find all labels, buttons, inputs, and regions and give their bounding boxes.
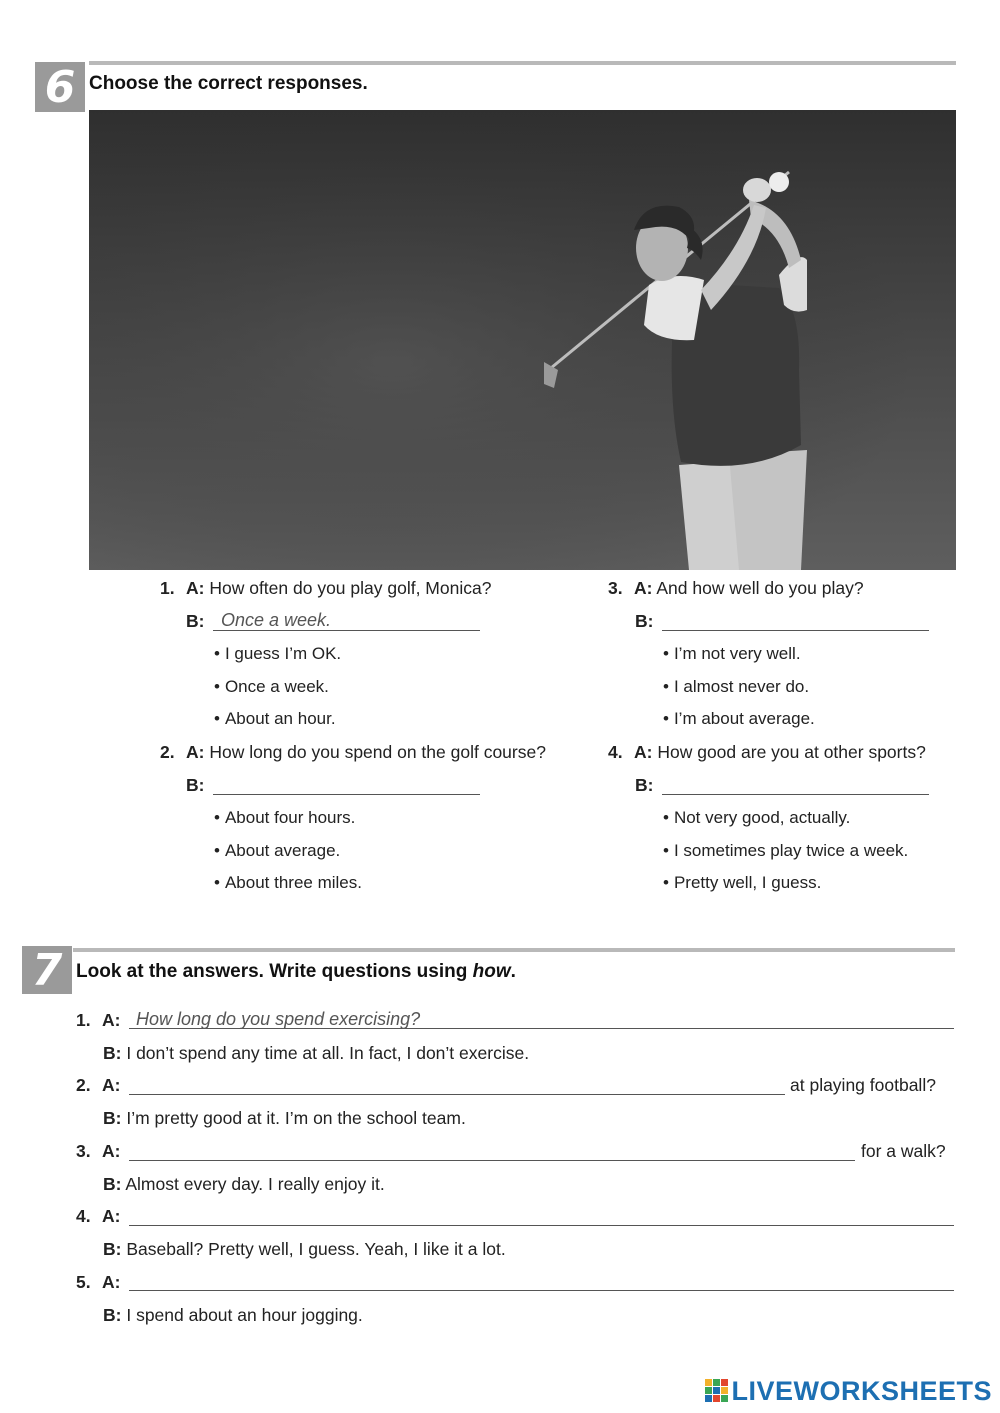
b-label: B: <box>635 775 654 795</box>
section7-item2-tail: at playing football? <box>790 1075 936 1095</box>
option-text: I’m not very well. <box>673 644 801 663</box>
q-text: How often do you play golf, Monica? <box>209 578 492 598</box>
q-text: How good are you at other sports? <box>657 742 926 762</box>
section6-q1-option-1[interactable]: • I guess I’m OK. <box>214 644 342 663</box>
section6-q1-option-2[interactable]: • Once a week. <box>214 677 329 696</box>
section6-q4-option-1[interactable]: • Not very good, actually. <box>663 808 851 827</box>
section6-q2-answer-field[interactable] <box>213 794 480 795</box>
b-text: Baseball? Pretty well, I guess. Yeah, I like it a lot. <box>126 1239 506 1259</box>
section6-q1 <box>160 578 491 599</box>
section6-q2 <box>160 742 546 763</box>
item-number: 5. <box>76 1272 91 1292</box>
q-number: 3. <box>608 578 623 598</box>
option-text: About four hours. <box>224 808 356 827</box>
q-number: 4. <box>608 742 623 762</box>
section6-q3 <box>608 578 864 599</box>
section6-q4-answer-field[interactable] <box>662 794 929 795</box>
option-text: Once a week. <box>224 677 329 696</box>
title-emphasis: how <box>472 961 511 982</box>
section7-rule <box>73 948 955 952</box>
section7-item5-b <box>103 1305 363 1326</box>
a-label: A: <box>186 578 205 598</box>
section7-item1-answer[interactable]: How long do you spend exercising? <box>136 1009 421 1029</box>
b-label: B: <box>103 1108 122 1128</box>
b-text: I don’t spend any time at all. In fact, I don’t exercise. <box>126 1043 530 1063</box>
item-number: 3. <box>76 1141 91 1161</box>
section6-q3-option-1[interactable]: • I’m not very well. <box>663 644 801 663</box>
section7-item4-b <box>103 1239 506 1260</box>
item-number: 2. <box>76 1075 91 1095</box>
section7-item4-a <box>76 1206 120 1227</box>
section6-q2-option-2[interactable]: • About average. <box>214 841 341 860</box>
b-text: I’m pretty good at it. I’m on the school team. <box>126 1108 466 1128</box>
option-text: About three miles. <box>224 873 362 892</box>
section6-q4 <box>608 742 926 763</box>
section7-number: 7 <box>22 946 72 994</box>
liveworksheets-brand <box>705 1376 992 1407</box>
title-text: Look at the answers. Write questions using <box>76 961 473 982</box>
a-label: A: <box>102 1010 121 1030</box>
option-text: Not very good, actually. <box>673 808 851 827</box>
liveworksheets-logo-icon <box>705 1379 729 1403</box>
q-text: And how well do you play? <box>656 578 864 598</box>
section7-item5-answer-field[interactable] <box>129 1290 954 1291</box>
section7-item3-answer-field[interactable] <box>129 1160 855 1161</box>
section6-q2-b-label <box>186 775 204 796</box>
a-label: A: <box>102 1272 121 1292</box>
a-label: A: <box>186 742 205 762</box>
section6-rule <box>89 61 956 65</box>
b-label: B: <box>635 611 654 631</box>
title-end: . <box>510 961 516 982</box>
q-text: How long do you spend on the golf course? <box>209 742 546 762</box>
section6-number: 6 <box>35 62 85 112</box>
a-label: A: <box>102 1075 121 1095</box>
q-number: 2. <box>160 742 175 762</box>
section7-item5-a <box>76 1272 120 1293</box>
b-text: Almost every day. I really enjoy it. <box>125 1174 385 1194</box>
a-label: A: <box>102 1206 121 1226</box>
section6-q1-option-3[interactable]: • About an hour. <box>214 709 336 728</box>
section6-q3-answer-field[interactable] <box>662 630 929 631</box>
option-text: I guess I’m OK. <box>224 644 342 663</box>
section7-item3-tail: for a walk? <box>861 1141 946 1161</box>
b-label: B: <box>103 1174 122 1194</box>
item-number: 4. <box>76 1206 91 1226</box>
section6-q1-b-label <box>186 611 204 632</box>
section7-item3-a <box>76 1141 120 1162</box>
section6-q4-option-2[interactable]: • I sometimes play twice a week. <box>663 841 909 860</box>
option-text: I sometimes play twice a week. <box>673 841 909 860</box>
a-label: A: <box>634 742 653 762</box>
b-label: B: <box>103 1305 122 1325</box>
option-text: I’m about average. <box>673 709 815 728</box>
section7-item2-b <box>103 1108 466 1129</box>
b-label: B: <box>103 1043 122 1063</box>
option-text: About average. <box>224 841 341 860</box>
section6-q3-b-label <box>635 611 653 632</box>
option-text: About an hour. <box>224 709 336 728</box>
b-label: B: <box>186 775 205 795</box>
section6-q2-option-3[interactable]: • About three miles. <box>214 873 362 892</box>
section6-title: Choose the correct responses. <box>89 73 368 94</box>
section7-item2-answer-field[interactable] <box>129 1094 785 1095</box>
b-label: B: <box>103 1239 122 1259</box>
golfer-photo <box>89 110 956 570</box>
option-text: I almost never do. <box>673 677 810 696</box>
a-label: A: <box>102 1141 121 1161</box>
section7-item2-a <box>76 1075 120 1096</box>
section7-item4-answer-field[interactable] <box>129 1225 954 1226</box>
section6-q4-b-label <box>635 775 653 796</box>
a-label: A: <box>634 578 653 598</box>
brand-name: LIVEWORKSHEETS <box>731 1376 992 1406</box>
section6-q4-option-3[interactable]: • Pretty well, I guess. <box>663 873 822 892</box>
q-number: 1. <box>160 578 175 598</box>
section7-item3-b <box>103 1174 385 1195</box>
section7-item1-b <box>103 1043 529 1064</box>
section7-title <box>76 961 516 983</box>
b-label: B: <box>186 611 205 631</box>
section7-item1-a <box>76 1010 120 1031</box>
item-number: 1. <box>76 1010 91 1030</box>
b-text: I spend about an hour jogging. <box>126 1305 363 1325</box>
section6-q2-option-1[interactable]: • About four hours. <box>214 808 356 827</box>
section6-q3-option-3[interactable]: • I’m about average. <box>663 709 815 728</box>
option-text: Pretty well, I guess. <box>673 873 822 892</box>
section6-q3-option-2[interactable]: • I almost never do. <box>663 677 810 696</box>
section6-q1-answer[interactable]: Once a week. <box>221 610 332 630</box>
